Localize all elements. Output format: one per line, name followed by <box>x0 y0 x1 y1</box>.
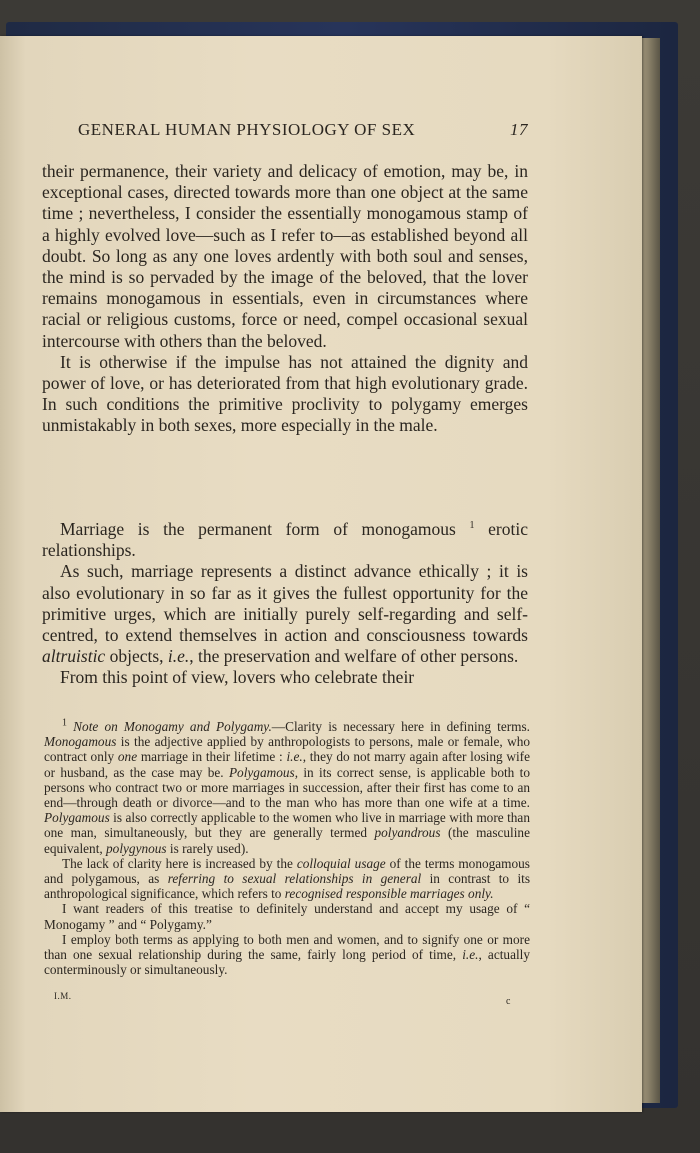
footnote-marker: 1 <box>62 717 67 729</box>
footnote-paragraph-4 <box>44 932 530 978</box>
italic-text: one <box>117 749 138 765</box>
signature-mark: I.M. <box>54 991 72 1001</box>
text-run: is also correctly applicable to the women who live in marriage with more than one man, simultaneously, but they are generally termed <box>44 810 530 841</box>
italic-text: altruistic <box>42 646 106 667</box>
text-run: objects, <box>105 646 168 667</box>
text-run: , in its correct sense, is applicable both to persons who contract two or more marriages in succession, after their first has come to an end—through death or divorce—and to the man who has more than one wife at a time. <box>44 764 530 811</box>
signature-letter: c <box>506 996 511 1007</box>
body-text-upper <box>42 161 528 437</box>
footnote-paragraph-1 <box>44 719 530 856</box>
text-run: (the masculine equivalent, <box>44 825 530 856</box>
italic-text: referring to sexual relationships in general <box>167 871 422 887</box>
text-run: It is otherwise if the impulse has not attained the dignity and power of love, or has deteriorated from that high evolutionary grade. In such conditions the primitive proclivity to polygamy emerges unmistakably in both sexes, more especially in the male. <box>42 351 528 436</box>
text-run: is the adjective applied by anthropologists to persons, male or female, who contract only <box>44 734 530 765</box>
text-run: their permanence, their variety and delicacy of emotion, may be, in exceptional cases, directed towards more than one object at the same time ; nevertheless, I consider the essentially monogamous stamp of a highly evolved love—such as I refer to—as established beyond all doubt. So long as any one loves ardently with both soul and senses, the mind is so pervaded by the image of the beloved, that the lover remains monogamous in essentials, even in circumstances where racial or religious customs, force or need, compel occasional sexual intercourse with others than the beloved. <box>42 161 528 351</box>
italic-text: i.e. <box>286 749 303 765</box>
text-run: The lack of clarity here is increased by the <box>62 855 297 871</box>
text-run: —Clarity is necessary here in defining terms. <box>271 719 530 734</box>
italic-text: colloquial usage <box>296 855 386 871</box>
page-number: 17 <box>510 120 528 139</box>
paragraph-3 <box>42 667 528 688</box>
paragraph-2 <box>42 352 528 437</box>
paragraph-1 <box>42 519 528 561</box>
italic-text: Monogamous <box>44 734 117 750</box>
footnote <box>44 719 530 977</box>
running-title: GENERAL HUMAN PHYSIOLOGY OF SEX <box>78 120 416 139</box>
text-run: in contrast to its anthropological significance, which refers to <box>44 871 531 902</box>
text-run: I want readers of this treatise to definitely understand and accept my usage of “ Monogamy ” and “ Polygamy.” <box>44 901 530 932</box>
italic-text: polygynous <box>106 840 167 856</box>
text-run: , they do not marry again after losing wife or husband, as the case may be. <box>44 749 530 780</box>
text-run: erotic relationships. <box>42 519 528 561</box>
text-run: marriage in their lifetime : <box>137 749 287 765</box>
running-head <box>78 120 528 146</box>
text-run: , the preservation and welfare of other persons. <box>189 646 519 667</box>
paragraph-2 <box>42 561 528 667</box>
text-run: , actually conterminously or simultaneously. <box>44 947 531 978</box>
text-run: Marriage is the permanent form of monogamous <box>60 519 470 539</box>
book-page <box>0 36 642 1112</box>
text-run: As such, marriage represents a distinct advance ethically ; it is also evolutionary in so far as it gives the fullest opportunity for the primitive urges, which are initially purely self-regarding and self-centred, to extend themselves in action and consciousness towards <box>42 561 528 646</box>
text-run: is rarely used). <box>166 840 249 856</box>
italic-text: recognised responsible marriages only. <box>284 886 494 902</box>
footnote-marker: 1 <box>469 520 475 532</box>
italic-text: i.e. <box>167 646 190 667</box>
italic-text: Polygamous <box>44 810 110 826</box>
paragraph-1 <box>42 161 528 352</box>
italic-text: polyandrous <box>374 825 441 841</box>
footnote-paragraph-2 <box>44 856 530 902</box>
footnote-paragraph-3 <box>44 901 530 931</box>
text-run: I employ both terms as applying to both men and women, and to signify one or more than one sexual relationship during the same, fairly long period of time, <box>44 931 530 963</box>
italic-text: Polygamous <box>228 764 295 780</box>
body-text-lower <box>42 519 528 689</box>
text-run: From this point of view, lovers who celebrate their <box>60 667 415 688</box>
text-run: of the terms monogamous and polygamous, as <box>44 855 530 887</box>
italic-text: i.e. <box>462 947 479 963</box>
italic-text: Note on Monogamy and Polygamy. <box>73 719 272 734</box>
